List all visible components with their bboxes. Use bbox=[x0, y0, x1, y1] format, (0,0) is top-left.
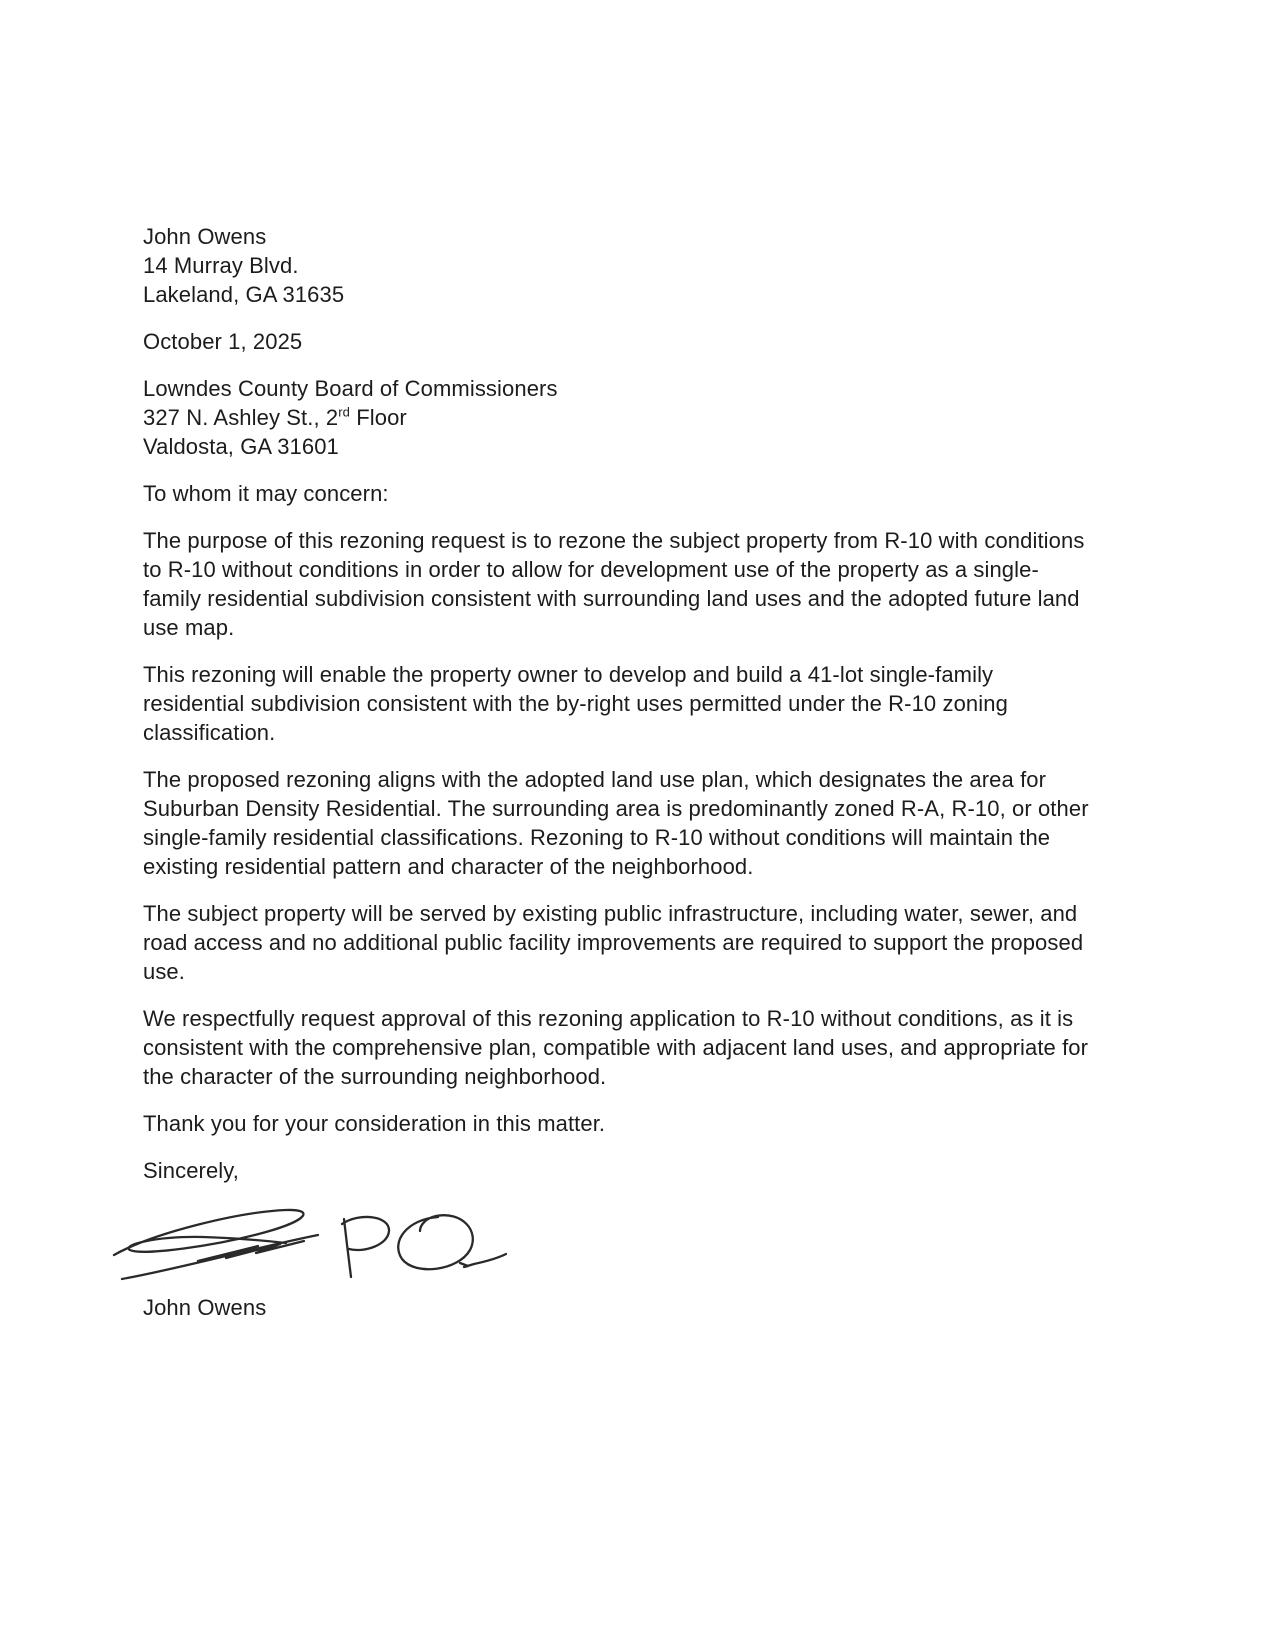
body-paragraph-1: The purpose of this rezoning request is to rezone the subject property from R-10 with conditions to R-10 without conditions in order to allow for development use of the property as a single-family residential subdivision consistent with surrounding land uses and the adopted future land use map. bbox=[143, 528, 1085, 640]
valediction: Sincerely, bbox=[143, 1158, 239, 1183]
recipient-street-pre: 327 N. Ashley St., 2 bbox=[143, 405, 339, 430]
body-paragraph-3: The proposed rezoning aligns with the adopted land use plan, which designates the area for Suburban Density Residential. The surrounding area is predominantly zoned R-A, R-10, or other single-family residential classifications. Rezoning to R-10 without conditions will maintain the existing residential pattern and character of the neighborhood. bbox=[143, 767, 1089, 879]
body-paragraph-5: We respectfully request approval of this rezoning application to R-10 without conditions, as it is consistent with the comprehensive plan, compatible with adjacent land uses, and appropriate for the character of the surrounding neighborhood. bbox=[143, 1006, 1089, 1089]
sender-name: John Owens bbox=[143, 224, 267, 249]
sender-city-state-zip: Lakeland, GA 31635 bbox=[143, 282, 345, 307]
recipient-city-state-zip: Valdosta, GA 31601 bbox=[143, 434, 339, 459]
date-block bbox=[143, 327, 1095, 356]
recipient-name: Lowndes County Board of Commissioners bbox=[143, 376, 558, 401]
body-paragraph-4: The subject property will be served by existing public infrastructure, including water, sewer, and road access and no additional public facility improvements are required to support the proposed use. bbox=[143, 901, 1084, 984]
recipient-street-post: Floor bbox=[350, 405, 407, 430]
closing-thanks: Thank you for your consideration in this matter. bbox=[143, 1111, 606, 1136]
signature-ink-icon bbox=[108, 1203, 508, 1285]
recipient-address-block bbox=[143, 374, 1095, 461]
sender-street: 14 Murray Blvd. bbox=[143, 253, 299, 278]
typed-signature-name: John Owens bbox=[143, 1295, 267, 1320]
salutation: To whom it may concern: bbox=[143, 481, 389, 506]
sender-address-block bbox=[143, 222, 1095, 309]
letter-date: October 1, 2025 bbox=[143, 329, 303, 354]
handwritten-signature bbox=[108, 1203, 508, 1285]
recipient-street bbox=[143, 403, 1095, 432]
recipient-street-ordinal: rd bbox=[338, 404, 350, 420]
body-paragraph-2: This rezoning will enable the property owner to develop and build a 41-lot single-family residential subdivision consistent with the by-right uses permitted under the R-10 zoning classification. bbox=[143, 662, 1008, 745]
